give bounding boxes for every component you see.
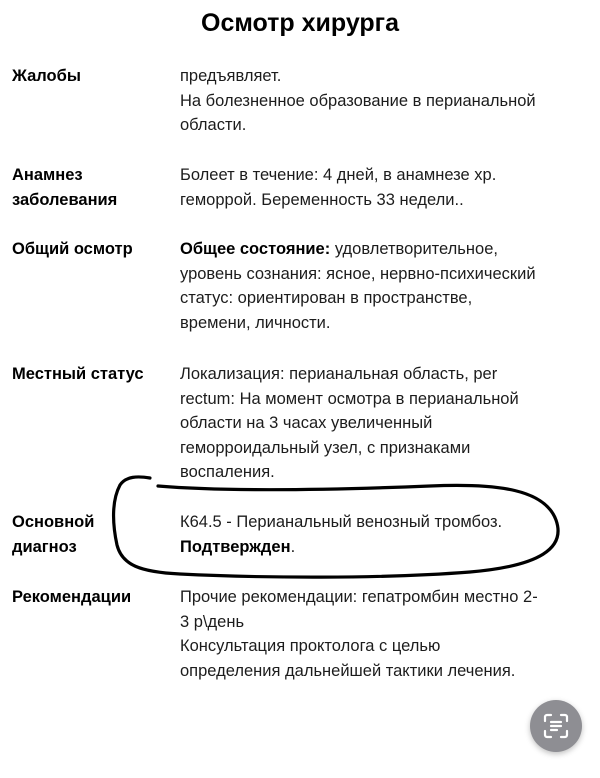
section-label-line: Общий осмотр	[12, 240, 133, 258]
section-content	[180, 362, 592, 485]
content-line: воспаления.	[180, 463, 275, 481]
section-label-line: Жалобы	[12, 67, 81, 85]
content-line	[180, 237, 592, 262]
section-label	[12, 64, 177, 89]
section-label-line: Основной	[12, 513, 95, 531]
general-state-label: Общее состояние:	[180, 240, 331, 258]
general-state-value: удовлетворительное,	[330, 240, 498, 258]
section-content	[180, 510, 592, 559]
content-line: статус: ориентирован в пространстве,	[180, 289, 473, 307]
section-content	[180, 237, 592, 335]
content-line: На болезненное образование в перианальной	[180, 91, 536, 110]
section-label-line: Местный статус	[12, 365, 144, 383]
content-line: времени, личности.	[180, 313, 331, 332]
text-scan-button[interactable]	[530, 700, 582, 752]
content-line: Консультация проктолога с целью	[180, 637, 441, 655]
content-line	[180, 535, 592, 560]
content-line: Локализация: перианальная область, per	[180, 365, 498, 383]
content-line: геморрой. Беременность 33 недели..	[180, 190, 464, 209]
section-label-line: Анамнез	[12, 166, 83, 184]
section-label-line: диагноз	[12, 537, 77, 556]
content-line: области на 3 часах увеличенный	[180, 414, 433, 432]
page-title: Осмотр хирурга	[201, 9, 399, 37]
section-label	[12, 585, 177, 610]
content-line: Прочие рекомендации: гепатромбин местно 2-	[180, 588, 538, 606]
section-label-line: Рекомендации	[12, 588, 132, 606]
content-line: предъявляет.	[180, 67, 282, 85]
section-label	[12, 163, 177, 212]
section-label-line: заболевания	[12, 190, 118, 209]
text-scan-icon	[542, 712, 570, 740]
content-line: уровень сознания: ясное, нервно-психический	[180, 264, 536, 283]
section-label	[12, 510, 177, 559]
section-content	[180, 163, 592, 212]
diagnosis-line: К64.5 - Перианальный венозный тромбоз.	[180, 513, 503, 531]
content-line: определения дальнейшей тактики лечения.	[180, 661, 516, 680]
content-line: Болеет в течение: 4 дней, в анамнезе хр.	[180, 166, 497, 184]
section-label	[12, 237, 177, 262]
content-line: 3 р\день	[180, 612, 245, 631]
diagnosis-status: Подтвержден	[180, 537, 291, 556]
content-line: области.	[180, 116, 247, 134]
section-label	[12, 362, 177, 387]
section-content	[180, 585, 592, 683]
content-line: rectum: На момент осмотра в перианальной	[180, 389, 519, 408]
diagnosis-status-suffix: .	[290, 537, 296, 556]
section-content	[180, 64, 592, 138]
content-line: геморроидальный узел, с признаками	[180, 438, 471, 457]
